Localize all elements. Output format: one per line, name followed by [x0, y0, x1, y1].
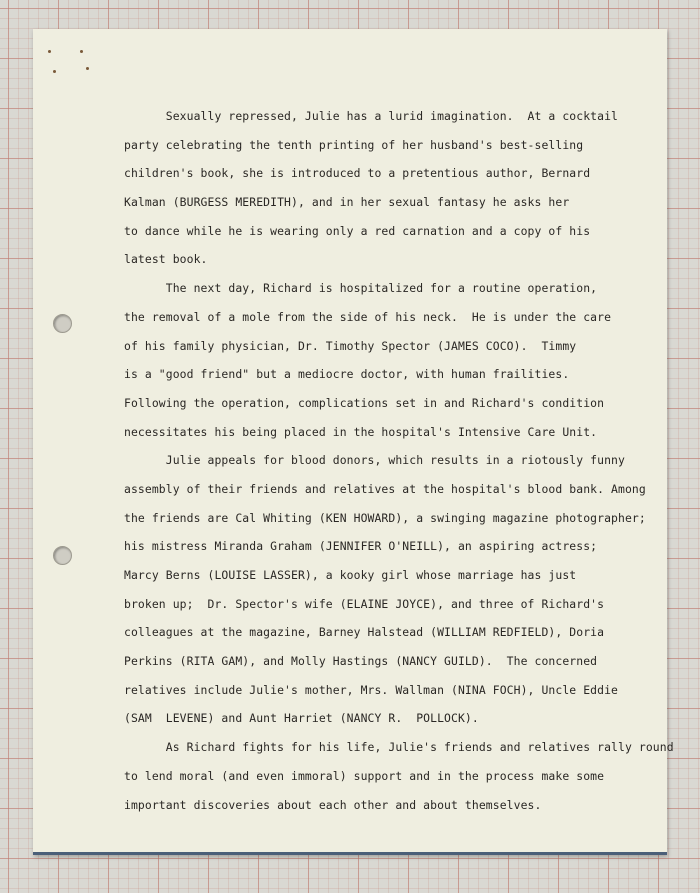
text-line: colleagues at the magazine, Barney Halstead (WILLIAM REDFIELD), Doria: [124, 625, 605, 640]
ink-speck: [80, 50, 83, 53]
text-line: Julie appeals for blood donors, which results in a riotously funny: [124, 453, 625, 468]
text-line: the friends are Cal Whiting (KEN HOWARD), a swinging magazine photographer;: [124, 510, 646, 525]
text-line: assembly of their friends and relatives at the hospital's blood bank. Among: [124, 481, 646, 496]
text-line: latest book.: [124, 252, 208, 267]
text-line: important discoveries about each other and about themselves.: [124, 797, 542, 812]
text-line: to dance while he is wearing only a red carnation and a copy of his: [124, 223, 591, 238]
text-line: The next day, Richard is hospitalized for a routine operation,: [124, 281, 598, 296]
text-line: broken up; Dr. Spector's wife (ELAINE JOYCE), and three of Richard's: [124, 596, 605, 611]
typed-text-body: [124, 102, 674, 819]
text-line: necessitates his being placed in the hospital's Intensive Care Unit.: [124, 424, 598, 439]
text-line: children's book, she is introduced to a pretentious author, Bernard: [124, 166, 591, 181]
text-line: As Richard fights for his life, Julie's friends and relatives rally round: [124, 740, 674, 755]
text-line: Sexually repressed, Julie has a lurid imagination. At a cocktail: [124, 109, 618, 123]
text-line: (SAM LEVENE) and Aunt Harriet (NANCY R. POLLOCK).: [124, 711, 479, 726]
punch-hole-top: [53, 314, 72, 333]
ink-speck: [86, 67, 89, 70]
text-line: Perkins (RITA GAM), and Molly Hastings (NANCY GUILD). The concerned: [124, 654, 598, 669]
ink-speck: [48, 50, 51, 53]
text-line: of his family physician, Dr. Timothy Spector (JAMES COCO). Timmy: [124, 338, 577, 353]
text-line: to lend moral (and even immoral) support and in the process make some: [124, 768, 605, 783]
text-line: is a "good friend" but a mediocre doctor, with human frailities.: [124, 367, 570, 382]
paper-sheet: [33, 29, 674, 855]
punch-hole-bottom: [53, 546, 72, 565]
text-line: party celebrating the tenth printing of her husband's best-selling: [124, 137, 584, 152]
text-line: Marcy Berns (LOUISE LASSER), a kooky girl whose marriage has just: [124, 568, 577, 582]
text-line: his mistress Miranda Graham (JENNIFER O'NEILL), an aspiring actress;: [124, 539, 598, 554]
text-line: relatives include Julie's mother, Mrs. Wallman (NINA FOCH), Uncle Eddie: [124, 682, 618, 697]
ink-speck: [53, 70, 56, 73]
text-line: Kalman (BURGESS MEREDITH), and in her sexual fantasy he asks her: [124, 195, 570, 210]
text-line: the removal of a mole from the side of his neck. He is under the care: [124, 309, 612, 324]
text-line: Following the operation, complications set in and Richard's condition: [124, 395, 605, 410]
